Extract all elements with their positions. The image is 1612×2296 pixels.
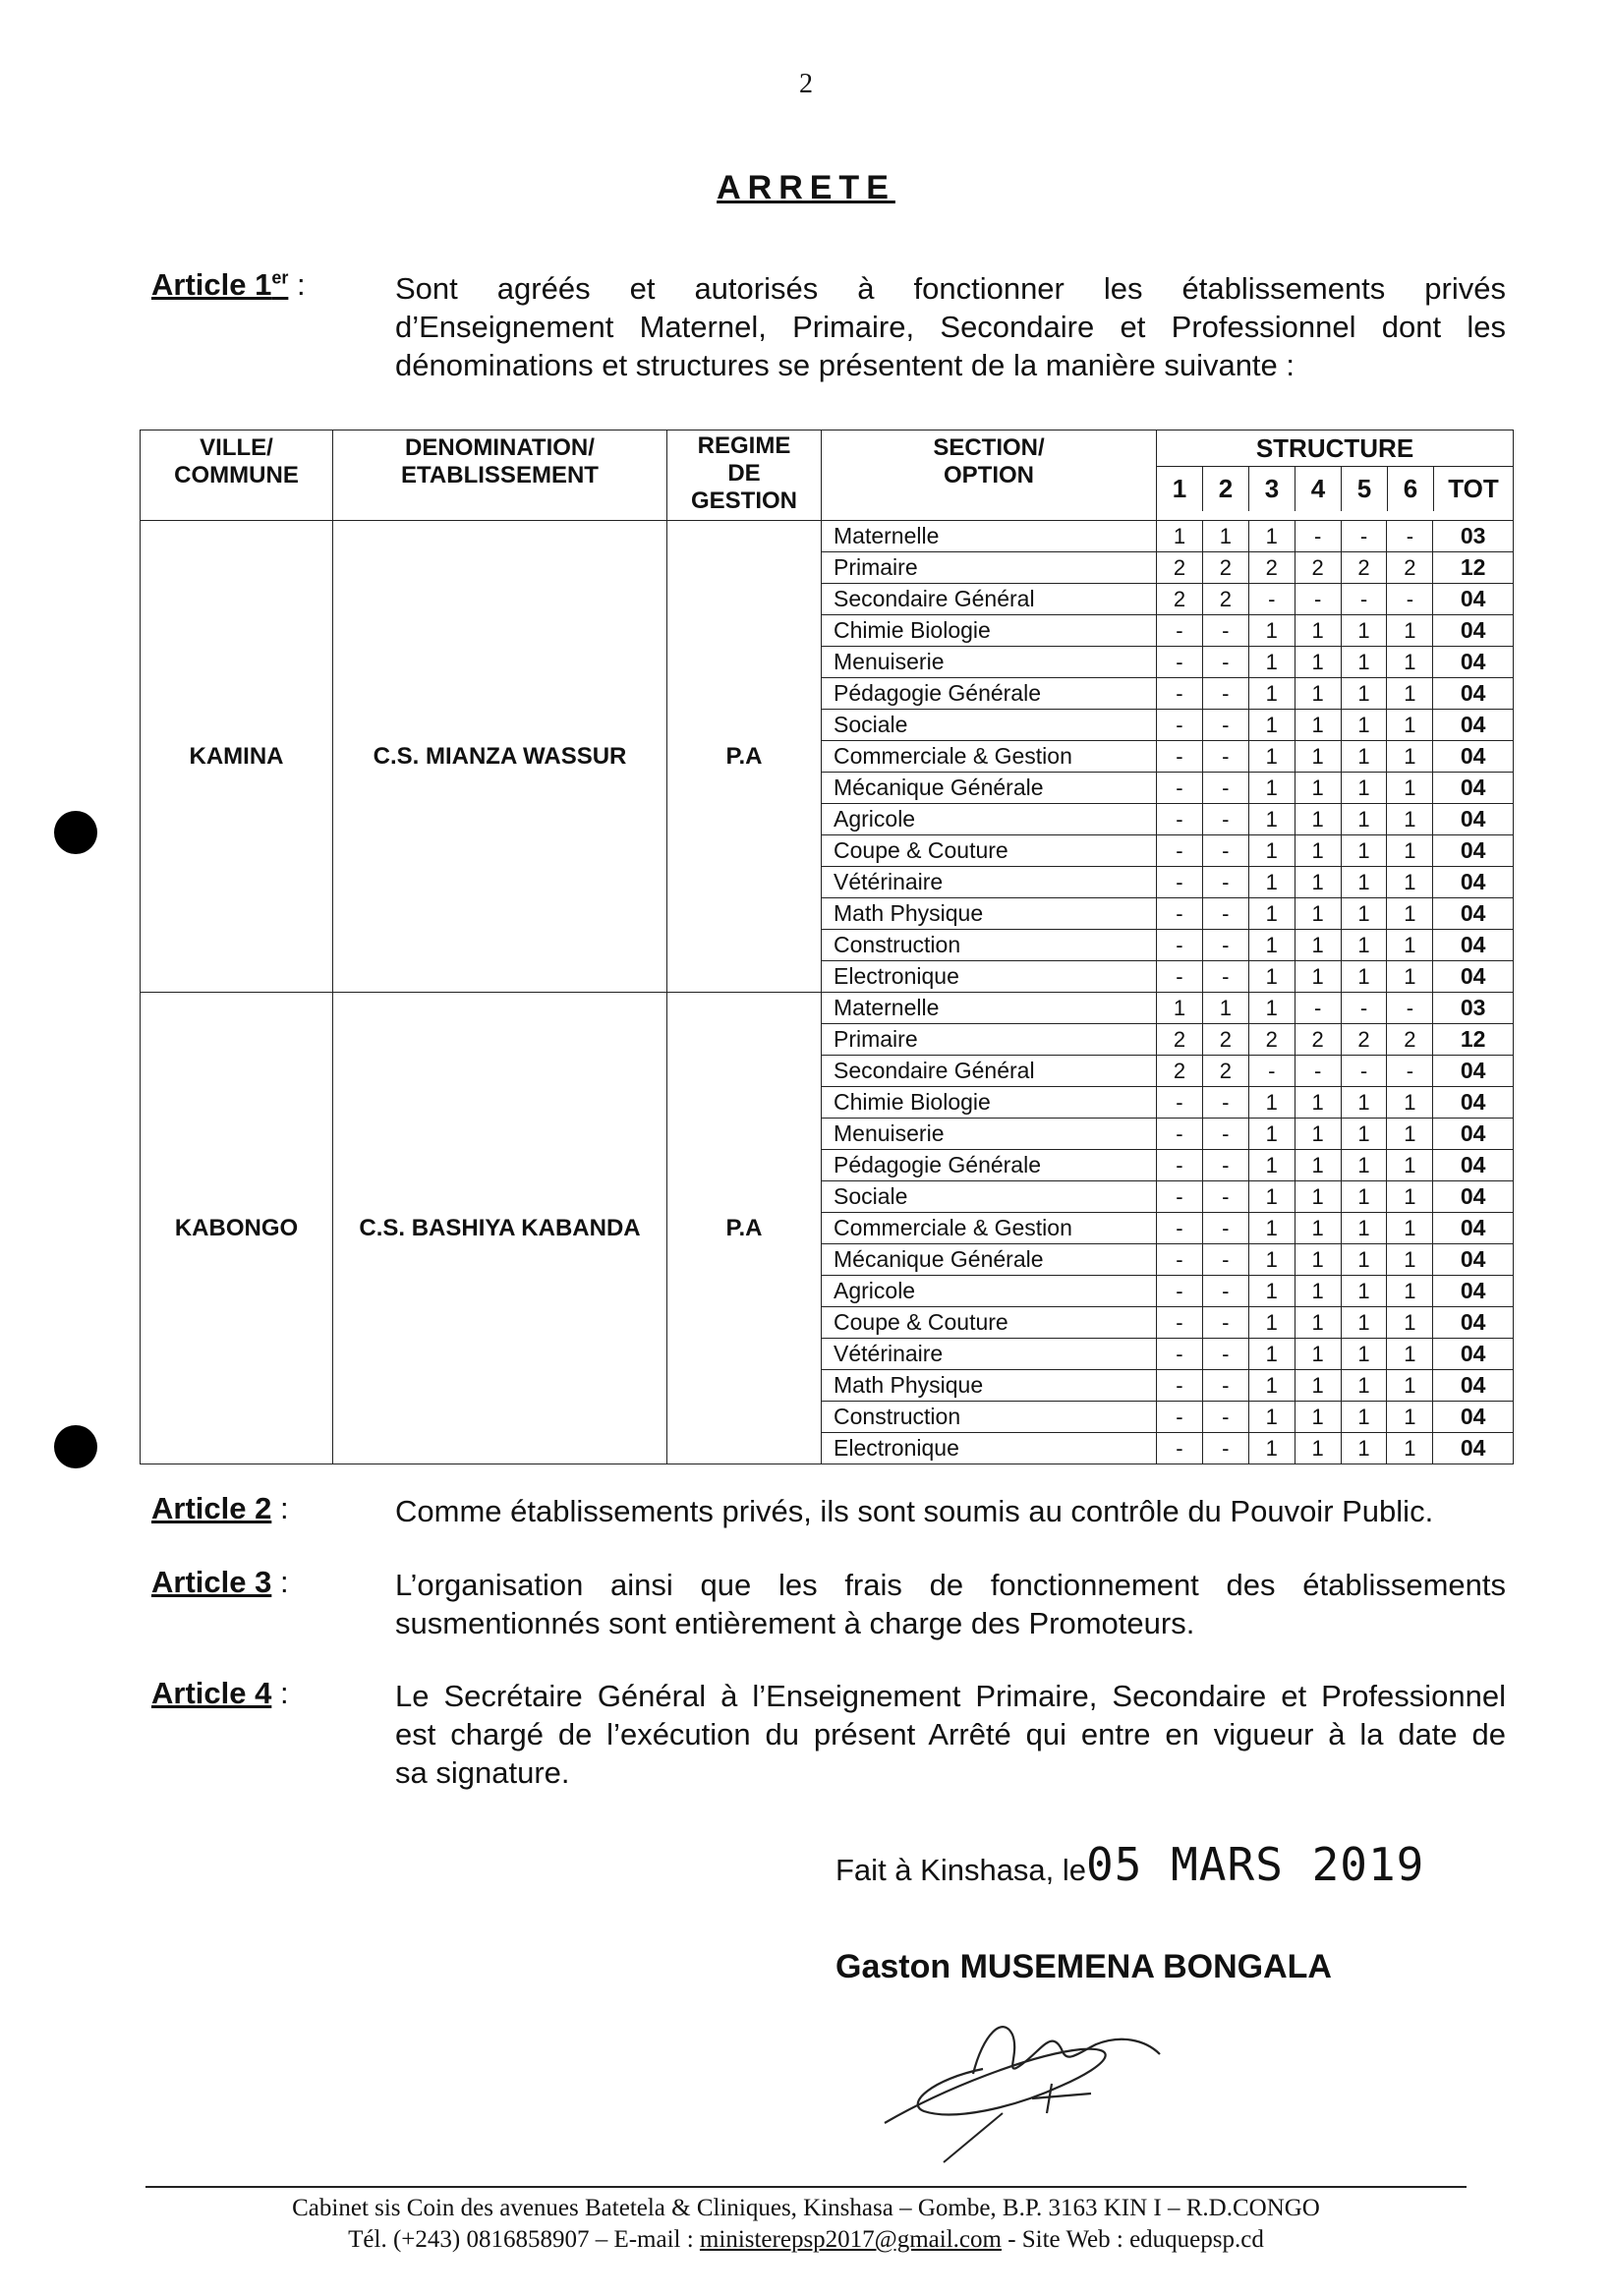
total-cell: 04 [1433, 1433, 1514, 1464]
structure-cell: 1 [1248, 1339, 1295, 1370]
section-option-cell: Electronique [822, 1433, 1157, 1464]
ville-cell: KABONGO [141, 993, 333, 1464]
structure-cell: - [1202, 1244, 1248, 1276]
structure-cell: 1 [1341, 867, 1387, 898]
total-cell: 04 [1433, 773, 1514, 804]
structure-cell: - [1202, 1433, 1248, 1464]
total-cell: 04 [1433, 710, 1514, 741]
structure-cell: 1 [1341, 898, 1387, 930]
structure-cell: 1 [1387, 615, 1433, 647]
structure-cell: 1 [1341, 1213, 1387, 1244]
structure-cell: - [1157, 1150, 1203, 1181]
structure-cell: - [1248, 584, 1295, 615]
header-structure: STRUCTURE 1 2 3 4 5 6 TOT [1157, 430, 1514, 521]
section-option-cell: Electronique [822, 961, 1157, 993]
structure-cell: 1 [1341, 741, 1387, 773]
signer-name: Gaston MUSEMENA BONGALA [835, 1948, 1332, 1985]
structure-cell: 2 [1202, 1024, 1248, 1056]
structure-cell: - [1202, 930, 1248, 961]
structure-cell: - [1157, 741, 1203, 773]
section-option-cell: Math Physique [822, 1370, 1157, 1402]
structure-cell: 1 [1387, 961, 1433, 993]
article-4-text: Le Secrétaire Général à l’Enseignement Primaire, Secondaire et Professionnel est chargé de l’exécution du présent Arrêté qui entre en vigueur à la date de sa signature. [395, 1679, 1506, 1790]
total-cell: 04 [1433, 1307, 1514, 1339]
structure-cell: 1 [1248, 1370, 1295, 1402]
structure-cell: 1 [1248, 1307, 1295, 1339]
structure-cell: - [1157, 835, 1203, 867]
structure-cell: - [1157, 1213, 1203, 1244]
structure-cell: - [1387, 993, 1433, 1024]
structure-cell: - [1202, 961, 1248, 993]
section-option-cell: Menuiserie [822, 1119, 1157, 1150]
structure-cell: - [1202, 1339, 1248, 1370]
total-cell: 12 [1433, 552, 1514, 584]
structure-cell: 1 [1248, 835, 1295, 867]
total-cell: 04 [1433, 1402, 1514, 1433]
total-cell: 04 [1433, 1213, 1514, 1244]
structure-cell: - [1202, 1181, 1248, 1213]
structure-cell: 1 [1387, 835, 1433, 867]
total-cell: 04 [1433, 835, 1514, 867]
section-option-cell: Chimie Biologie [822, 615, 1157, 647]
structure-cell: 1 [1295, 1213, 1341, 1244]
structure-cell: 1 [1248, 1402, 1295, 1433]
structure-cell: 1 [1295, 1370, 1341, 1402]
etablissement-cell: C.S. BASHIYA KABANDA [333, 993, 667, 1464]
structure-cell: 1 [1387, 1402, 1433, 1433]
section-option-cell: Pédagogie Générale [822, 1150, 1157, 1181]
structure-cell: 2 [1157, 1024, 1203, 1056]
structure-cell: 1 [1341, 961, 1387, 993]
structure-cell: - [1157, 1276, 1203, 1307]
structure-cell: 1 [1295, 1307, 1341, 1339]
total-cell: 12 [1433, 1024, 1514, 1056]
section-option-cell: Commerciale & Gestion [822, 741, 1157, 773]
total-cell: 04 [1433, 615, 1514, 647]
structure-cell: 1 [1295, 1150, 1341, 1181]
structure-cell: 1 [1295, 867, 1341, 898]
structure-cell: - [1202, 1119, 1248, 1150]
structure-cell: - [1157, 867, 1203, 898]
structure-cell: 1 [1341, 1244, 1387, 1276]
structure-col-3: 3 [1248, 467, 1295, 511]
section-option-cell: Maternelle [822, 993, 1157, 1024]
hole-punch-mark [54, 1425, 97, 1468]
section-option-cell: Sociale [822, 710, 1157, 741]
structure-cell: 1 [1387, 898, 1433, 930]
structure-cell: 1 [1341, 835, 1387, 867]
structure-cell: 2 [1387, 552, 1433, 584]
structure-cell: 1 [1341, 1370, 1387, 1402]
section-option-cell: Math Physique [822, 898, 1157, 930]
structure-cell: - [1202, 1402, 1248, 1433]
structure-cell: 1 [1295, 804, 1341, 835]
article-2-text: Comme établissements privés, ils sont soumis au contrôle du Pouvoir Public. [395, 1494, 1434, 1528]
structure-cell: 1 [1202, 521, 1248, 552]
structure-cell: - [1202, 835, 1248, 867]
section-option-cell: Coupe & Couture [822, 1307, 1157, 1339]
total-cell: 04 [1433, 961, 1514, 993]
structure-cell: 1 [1248, 1213, 1295, 1244]
structure-cell: - [1157, 1370, 1203, 1402]
structure-cell: - [1157, 930, 1203, 961]
structure-cell: 1 [1295, 615, 1341, 647]
article-3-label: Article 3 : [151, 1565, 289, 1599]
structure-cell: 1 [1295, 1087, 1341, 1119]
structure-cell: - [1387, 1056, 1433, 1087]
section-option-cell: Menuiserie [822, 647, 1157, 678]
structure-cell: 1 [1248, 804, 1295, 835]
structure-cell: 2 [1157, 1056, 1203, 1087]
structure-cell: 1 [1295, 1339, 1341, 1370]
structure-cell: - [1157, 615, 1203, 647]
article-3-text: L’organisation ainsi que les frais de fonctionnement des établissements susmentionnés sont entièrement à charge des Promoteurs. [395, 1568, 1506, 1640]
structure-cell: 2 [1157, 584, 1203, 615]
structure-cell: 1 [1248, 930, 1295, 961]
document-title: ARRETE [717, 169, 895, 206]
structure-cell: - [1202, 1307, 1248, 1339]
structure-cell: 1 [1341, 804, 1387, 835]
total-cell: 04 [1433, 1244, 1514, 1276]
structure-col-1: 1 [1172, 474, 1187, 503]
etablissement-cell: C.S. MIANZA WASSUR [333, 521, 667, 993]
structure-cell: - [1157, 647, 1203, 678]
structure-cell: 1 [1248, 1181, 1295, 1213]
section-option-cell: Secondaire Général [822, 584, 1157, 615]
structure-cell: 2 [1295, 1024, 1341, 1056]
total-cell: 04 [1433, 867, 1514, 898]
structure-cell: - [1341, 584, 1387, 615]
article-4-label: Article 4 : [151, 1676, 289, 1710]
structure-cell: 1 [1341, 647, 1387, 678]
structure-cell: 1 [1387, 710, 1433, 741]
structure-cell: - [1202, 647, 1248, 678]
structure-cell: - [1157, 1181, 1203, 1213]
structure-cell: 2 [1248, 1024, 1295, 1056]
section-option-cell: Construction [822, 930, 1157, 961]
header-ville: VILLE/ COMMUNE [141, 430, 333, 521]
section-option-cell: Coupe & Couture [822, 835, 1157, 867]
structure-cell: 1 [1341, 1087, 1387, 1119]
structure-cell: 1 [1387, 804, 1433, 835]
total-cell: 04 [1433, 1276, 1514, 1307]
structure-cell: 1 [1341, 1276, 1387, 1307]
structure-cell: 1 [1157, 521, 1203, 552]
structure-cell: 1 [1341, 1433, 1387, 1464]
structure-cell: - [1387, 584, 1433, 615]
structure-cell: - [1295, 521, 1341, 552]
section-option-cell: Pédagogie Générale [822, 678, 1157, 710]
structure-cell: - [1157, 898, 1203, 930]
structure-cell: 1 [1341, 930, 1387, 961]
structure-col-6: 6 [1387, 467, 1433, 511]
structure-cell: 1 [1295, 1402, 1341, 1433]
structure-cell: 1 [1387, 1276, 1433, 1307]
structure-cell: - [1157, 710, 1203, 741]
structure-cell: 1 [1248, 678, 1295, 710]
regime-cell: P.A [667, 993, 822, 1464]
header-denomination: DENOMINATION/ ETABLISSEMENT [333, 430, 667, 521]
structure-cell: - [1157, 1402, 1203, 1433]
total-cell: 04 [1433, 741, 1514, 773]
structure-cell: 1 [1341, 1339, 1387, 1370]
structure-cell: 1 [1387, 867, 1433, 898]
structure-cell: 1 [1295, 1433, 1341, 1464]
structure-cell: - [1202, 678, 1248, 710]
structure-cell: 1 [1248, 1150, 1295, 1181]
structure-cell: 1 [1248, 741, 1295, 773]
structure-cell: 1 [1248, 961, 1295, 993]
structure-cell: 1 [1341, 678, 1387, 710]
structure-cell: - [1202, 710, 1248, 741]
structure-cell: 1 [1387, 1119, 1433, 1150]
place-date-line: Fait à Kinshasa, le05 MARS 2019 [835, 1838, 1425, 1891]
structure-cell: 2 [1341, 552, 1387, 584]
structure-cell: 1 [1387, 741, 1433, 773]
structure-cell: 1 [1248, 615, 1295, 647]
total-cell: 03 [1433, 521, 1514, 552]
structure-cell: 1 [1248, 647, 1295, 678]
header-section: SECTION/ OPTION [822, 430, 1157, 521]
section-option-cell: Agricole [822, 1276, 1157, 1307]
structure-cell: 1 [1295, 647, 1341, 678]
total-cell: 04 [1433, 804, 1514, 835]
structure-cell: - [1202, 773, 1248, 804]
structure-cell: 1 [1295, 898, 1341, 930]
section-option-cell: Vétérinaire [822, 867, 1157, 898]
structure-cell: - [1295, 1056, 1341, 1087]
structure-cell: - [1341, 521, 1387, 552]
structure-cell: 1 [1387, 930, 1433, 961]
structure-cell: - [1157, 1307, 1203, 1339]
structure-cell: 2 [1248, 552, 1295, 584]
structure-col-4: 4 [1295, 467, 1341, 511]
total-cell: 04 [1433, 678, 1514, 710]
structure-cell: 2 [1202, 584, 1248, 615]
section-option-cell: Sociale [822, 1181, 1157, 1213]
structure-cell: 1 [1295, 835, 1341, 867]
structure-cell: 1 [1387, 1087, 1433, 1119]
structure-cell: 1 [1248, 993, 1295, 1024]
section-option-cell: Mécanique Générale [822, 1244, 1157, 1276]
structure-cell: 1 [1248, 1087, 1295, 1119]
structure-cell: - [1202, 615, 1248, 647]
footer-address: Cabinet sis Coin des avenues Batetela & Cliniques, Kinshasa – Gombe, B.P. 3163 KIN I – R.D.CONGO [292, 2195, 1320, 2221]
structure-cell: - [1341, 993, 1387, 1024]
section-option-cell: Secondaire Général [822, 1056, 1157, 1087]
structure-cell: 1 [1295, 773, 1341, 804]
structure-cell: - [1387, 521, 1433, 552]
structure-cell: - [1202, 1150, 1248, 1181]
structure-cell: 1 [1387, 1213, 1433, 1244]
structure-cell: - [1157, 804, 1203, 835]
structure-cell: 2 [1202, 552, 1248, 584]
section-option-cell: Construction [822, 1402, 1157, 1433]
structure-cell: - [1202, 1213, 1248, 1244]
structure-cell: 1 [1387, 1244, 1433, 1276]
structure-cell: 1 [1387, 1181, 1433, 1213]
structure-cell: 1 [1341, 773, 1387, 804]
structure-cell: 1 [1387, 1150, 1433, 1181]
header-regime: REGIME DE GESTION [667, 430, 822, 521]
regime-cell: P.A [667, 521, 822, 993]
total-cell: 04 [1433, 1150, 1514, 1181]
structure-col-tot: TOT [1433, 467, 1513, 511]
date-stamp: 05 MARS 2019 [1086, 1838, 1425, 1891]
structure-cell: 2 [1202, 1056, 1248, 1087]
structure-cell: - [1202, 867, 1248, 898]
structure-cell: - [1202, 1276, 1248, 1307]
structure-cell: 1 [1248, 521, 1295, 552]
section-option-cell: Chimie Biologie [822, 1087, 1157, 1119]
structure-cell: 1 [1387, 1433, 1433, 1464]
structure-cell: 1 [1295, 1181, 1341, 1213]
structure-cell: 1 [1341, 615, 1387, 647]
structure-cell: - [1295, 993, 1341, 1024]
structure-cell: 1 [1248, 1276, 1295, 1307]
structure-cell: 1 [1387, 1339, 1433, 1370]
structure-cell: - [1341, 1056, 1387, 1087]
structure-cell: 1 [1295, 1119, 1341, 1150]
total-cell: 04 [1433, 1181, 1514, 1213]
handwritten-signature [865, 1995, 1219, 2172]
structure-cell: 1 [1341, 710, 1387, 741]
total-cell: 04 [1433, 898, 1514, 930]
page-number: 2 [799, 69, 813, 99]
structure-col-2: 2 [1202, 467, 1248, 511]
total-cell: 04 [1433, 647, 1514, 678]
structure-cell: - [1157, 1339, 1203, 1370]
structure-cell: 1 [1295, 961, 1341, 993]
section-option-cell: Primaire [822, 1024, 1157, 1056]
structure-cell: - [1202, 898, 1248, 930]
structure-cell: 1 [1387, 678, 1433, 710]
structure-cell: - [1157, 961, 1203, 993]
structure-cell: 1 [1248, 773, 1295, 804]
structure-table [140, 430, 1514, 1464]
section-option-cell: Primaire [822, 552, 1157, 584]
structure-cell: 1 [1295, 930, 1341, 961]
total-cell: 03 [1433, 993, 1514, 1024]
structure-cell: - [1157, 1087, 1203, 1119]
structure-cell: 1 [1387, 1370, 1433, 1402]
structure-cell: 1 [1295, 710, 1341, 741]
ville-cell: KAMINA [141, 521, 333, 993]
structure-cell: 2 [1157, 552, 1203, 584]
structure-cell: 1 [1387, 647, 1433, 678]
structure-cell: - [1157, 773, 1203, 804]
section-option-cell: Maternelle [822, 521, 1157, 552]
total-cell: 04 [1433, 1087, 1514, 1119]
structure-cell: 1 [1295, 1244, 1341, 1276]
structure-cell: 1 [1248, 1119, 1295, 1150]
structure-cell: 1 [1248, 1433, 1295, 1464]
structure-cell: - [1202, 1370, 1248, 1402]
table-row [141, 521, 1514, 552]
structure-cell: 1 [1341, 1181, 1387, 1213]
article-1-label: Article 1er : [151, 267, 306, 302]
structure-cell: - [1202, 1087, 1248, 1119]
section-option-cell: Mécanique Générale [822, 773, 1157, 804]
structure-cell: 1 [1248, 898, 1295, 930]
structure-col-5: 5 [1341, 467, 1387, 511]
total-cell: 04 [1433, 1056, 1514, 1087]
structure-cell: 1 [1295, 1276, 1341, 1307]
structure-cell: 1 [1157, 993, 1203, 1024]
structure-cell: 1 [1248, 1244, 1295, 1276]
total-cell: 04 [1433, 584, 1514, 615]
structure-cell: 1 [1248, 710, 1295, 741]
structure-cell: - [1157, 1119, 1203, 1150]
footer-divider [145, 2186, 1467, 2188]
total-cell: 04 [1433, 1339, 1514, 1370]
structure-cell: 1 [1341, 1307, 1387, 1339]
total-cell: 04 [1433, 1370, 1514, 1402]
structure-cell: - [1202, 741, 1248, 773]
structure-cell: - [1157, 1244, 1203, 1276]
structure-cell: 1 [1387, 1307, 1433, 1339]
section-option-cell: Vétérinaire [822, 1339, 1157, 1370]
article-2-label: Article 2 : [151, 1491, 289, 1525]
structure-cell: 2 [1341, 1024, 1387, 1056]
section-option-cell: Agricole [822, 804, 1157, 835]
structure-cell: - [1202, 804, 1248, 835]
structure-cell: - [1157, 1433, 1203, 1464]
footer-email[interactable]: ministerepsp2017@gmail.com [699, 2226, 1002, 2253]
structure-cell: 2 [1295, 552, 1341, 584]
structure-cell: 1 [1248, 867, 1295, 898]
structure-cell: 2 [1387, 1024, 1433, 1056]
hole-punch-mark [54, 811, 97, 854]
footer-contact: Tél. (+243) 0816858907 – E-mail : ministerepsp2017@gmail.com - Site Web : eduquepsp.cd [348, 2226, 1264, 2253]
structure-cell: - [1157, 678, 1203, 710]
structure-cell: - [1248, 1056, 1295, 1087]
total-cell: 04 [1433, 1119, 1514, 1150]
structure-cell: 1 [1387, 773, 1433, 804]
structure-cell: 1 [1341, 1119, 1387, 1150]
article-1-text: Sont agréés et autorisés à fonctionner les établissements privés d’Enseignement Maternel, Primaire, Secondaire et Professionnel dont les dénominations et structures se présentent de la manière suivante : [395, 271, 1506, 382]
table-row [141, 993, 1514, 1024]
total-cell: 04 [1433, 930, 1514, 961]
structure-cell: 1 [1341, 1402, 1387, 1433]
structure-cell: 1 [1341, 1150, 1387, 1181]
structure-cell: 1 [1295, 741, 1341, 773]
structure-cell: 1 [1202, 993, 1248, 1024]
structure-cell: - [1295, 584, 1341, 615]
structure-cell: 1 [1295, 678, 1341, 710]
section-option-cell: Commerciale & Gestion [822, 1213, 1157, 1244]
